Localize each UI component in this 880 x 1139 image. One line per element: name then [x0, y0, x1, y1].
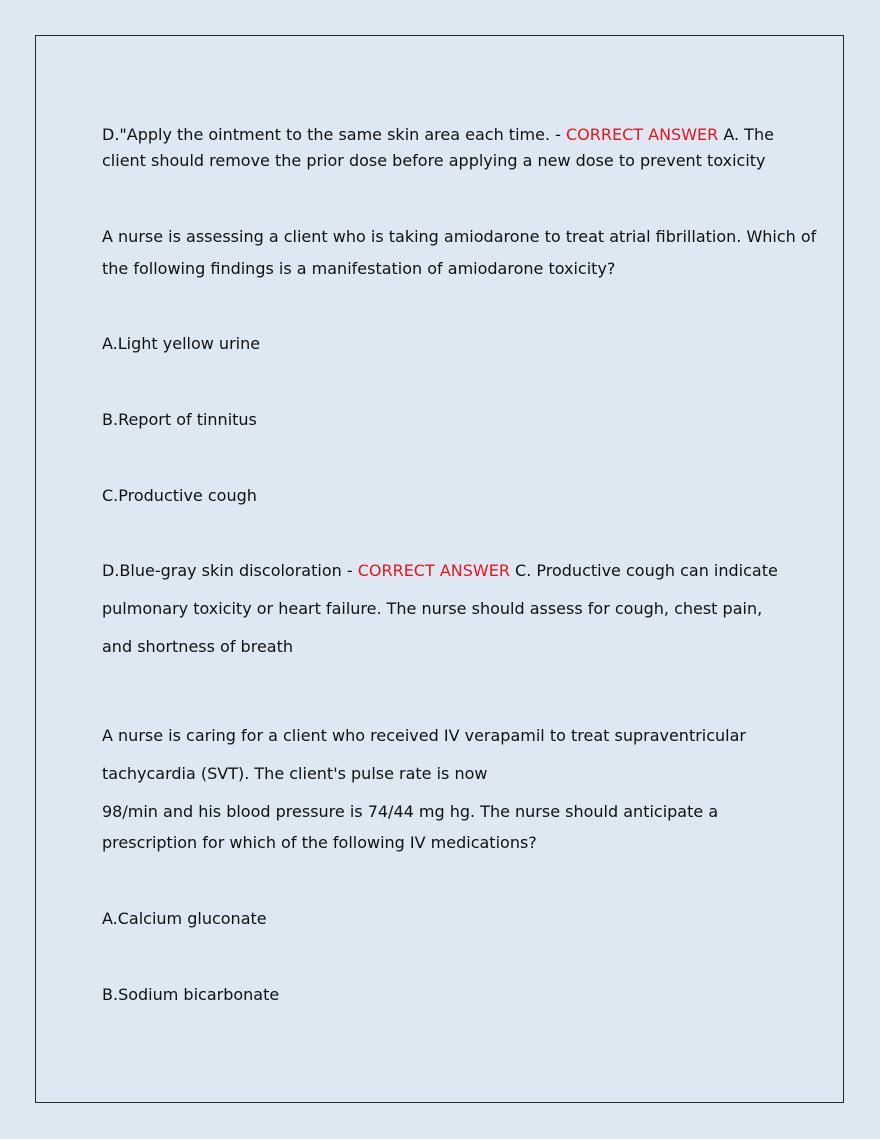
question-3-stem-line-1: A nurse is caring for a client who received IV verapamil to treat supraventricular: [102, 726, 747, 745]
prev-answer-start: A. The: [718, 125, 774, 144]
question-2-stem-line-1: A nurse is assessing a client who is taking amiodarone to treat atrial fibrillation. Which of: [102, 227, 817, 246]
question-2-stem-line-2: the following findings is a manifestation of amiodarone toxicity?: [102, 259, 616, 278]
question-2-option-d: D.Blue-gray skin discoloration -: [102, 561, 358, 580]
question-3-stem-line-2: tachycardia (SVT). The client's pulse rate is now: [102, 764, 488, 783]
question-2-answer-start: C. Productive cough can indicate: [509, 561, 778, 580]
question-3-stem-line-3: 98/min and his blood pressure is 74/44 mg hg. The nurse should anticipate a: [102, 802, 719, 821]
question-2-answer-line-3: and shortness of breath: [102, 637, 293, 656]
prev-option-d-text: D."Apply the ointment to the same skin area each time. -: [102, 125, 566, 144]
question-3-option-a: A.Calcium gluconate: [102, 909, 267, 928]
question-2-answer-line-2: pulmonary toxicity or heart failure. The nurse should assess for cough, chest pain,: [102, 599, 763, 618]
correct-answer-marker: CORRECT ANSWER: [565, 125, 719, 144]
question-2-option-c: C.Productive cough: [102, 486, 257, 505]
question-2-option-b: B.Report of tinnitus: [102, 410, 257, 429]
prev-answer-line-2: client should remove the prior dose before applying a new dose to prevent toxicity: [102, 151, 766, 170]
correct-answer-marker: CORRECT ANSWER: [357, 561, 510, 580]
question-3-stem-line-4: prescription for which of the following IV medications?: [102, 833, 537, 852]
question-3-option-b: B.Sodium bicarbonate: [102, 985, 280, 1004]
question-2-option-a: A.Light yellow urine: [102, 334, 261, 353]
prev-answer-line-1: [102, 125, 774, 145]
question-2-option-d-line: [102, 561, 778, 581]
